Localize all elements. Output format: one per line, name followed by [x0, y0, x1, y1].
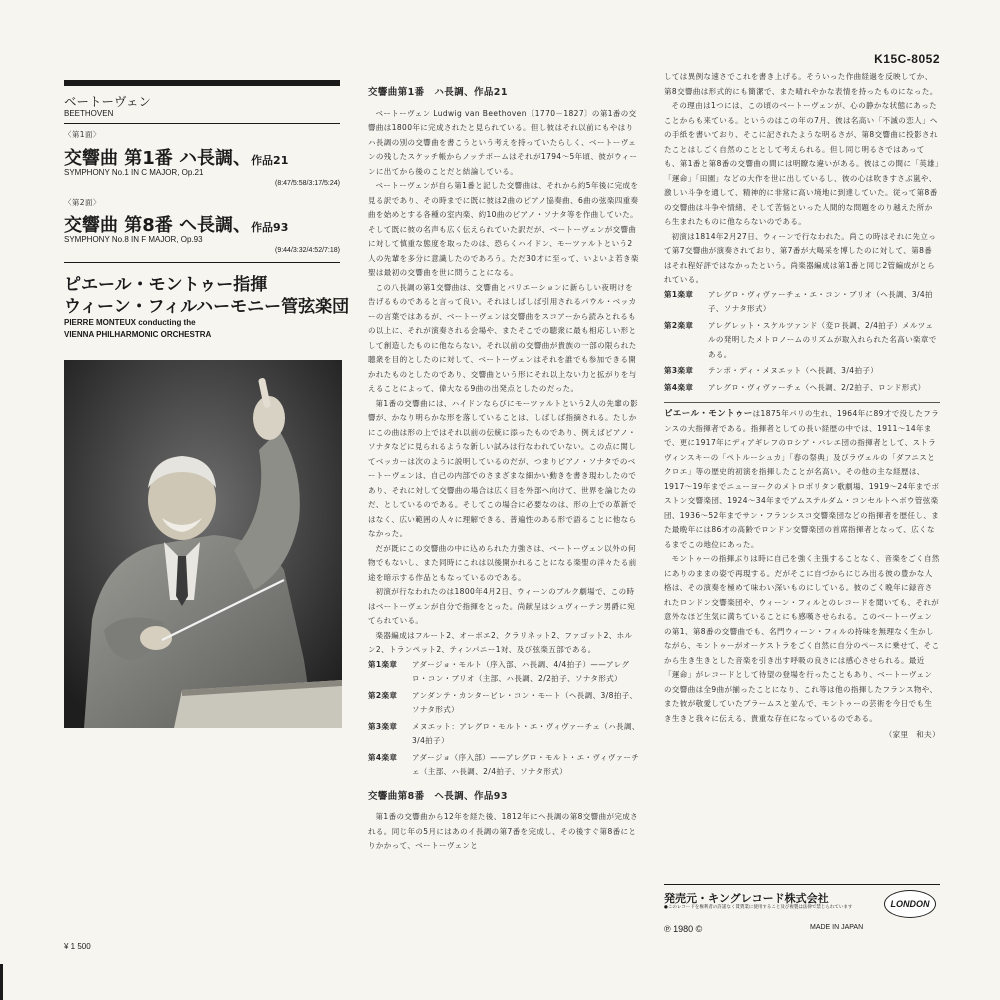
divider: [664, 884, 940, 885]
movement-label: 第1楽章: [368, 659, 398, 669]
monteux-bio-text: は1875年パリの生れ、1964年に89才で没したフランスの大指揮者である。指揮者としての長い経歴の中では、1911〜14年まで、更に1917年にディアギレフのロシア・バレエ団の指揮者として、ストラヴィンスキーの「ペトルーシュカ」「春の祭典」及びラヴェルの「ダフニスとクロエ」等の歴史的初演を指揮したことが名高い。その他の主な経歴は、1917〜19年までニューヨークのメトロポリタン歌劇場、1919〜24年までボストン交響楽団、1924〜34年までアムステルダム・コンセルトヘボウ管弦楽団、1936〜52年までサン・フランシスコ交響楽団などの指揮者を歴任し、また最晩年には86才の高齢でロンドン交響楽団の首席指揮者となって、広くなるまでこの地位にあった。: [664, 409, 940, 549]
work-title-en: SYMPHONY No.8 IN F MAJOR, Op.93: [64, 235, 203, 244]
monteux-name: ピエール・モントゥー: [664, 409, 753, 419]
divider: [664, 402, 940, 403]
composer-ja: ベートーヴェン: [64, 94, 152, 109]
work-title-text: 交響曲 第8番 ヘ長調、: [64, 215, 252, 236]
movement-text: アレグロ・ヴィヴァーチェ・エ・コン・ブリオ（ヘ長調、3/4拍子、ソナタ形式）: [708, 289, 933, 313]
conductor-photo: [64, 360, 342, 728]
work-title: [64, 144, 288, 170]
paragraph: この八長調の第1交響曲は、交響曲とバリエーションに新らしい夜明けを告げるものであると言って良い。それはしばしば引用されるパウル・ベッカーの言葉ではあるが、ベートーヴェンは交響曲をスコアーから読みとれるもの以上に、それが演奏される会場や、またそこでの聴衆に最も相応しい形として創造したものに他ならない。それ以前の交響曲が貴族の一部の限られた聴衆を目的としたのに対して、ベートーヴェンはそれを誰でも参加できる開かれたものとしたのであり、交響曲という形にそれ以上ない力と拡がりを与えることによって、偉大なる9曲の出発点としたのだった。: [368, 282, 637, 393]
catalog-number: K15C-8052: [874, 52, 940, 66]
copyright-notice: ●このレコードを権利者の許諾なく賃貸業に使用すること及び複製は法律で禁じられています: [664, 905, 853, 910]
divider: [64, 262, 340, 263]
side-label: 〈第1面〉: [64, 130, 101, 139]
monteux-bio: [664, 407, 940, 552]
movement-label: 第2楽章: [368, 690, 398, 700]
credit-en-2: VIENNA PHILHARMONIC ORCHESTRA: [64, 330, 212, 339]
work-title-en: SYMPHONY No.1 IN C MAJOR, Op.21: [64, 168, 204, 177]
movement-item: [664, 288, 940, 317]
work-opus: 作品93: [251, 221, 289, 234]
side-label: 〈第2面〉: [64, 198, 101, 207]
section-heading: 交響曲第1番 ハ長調、作品21: [368, 87, 508, 98]
paragraph: ベートーヴェンが自ら第1番と記した交響曲は、それから約5年後に完成を見る訳であり、その時までに既に彼は2曲のピアノ協奏曲、6曲の弦楽四重奏曲を始めとする各種の室内楽、約10曲のピアノ・ソナタ等を作曲していた。そして既に彼の名声も広く伝えられていた訳だが、ベートーヴェンが交響曲に対して慎重な態度を取ったのは、恐らくハイドン、モーツァルトという2人の先輩を多分に意識したのであろう。ただ30才に至って、いよいよ若き楽聖は最初の交響曲を世に問うことになる。: [368, 181, 639, 277]
conductor-ja: ピエール・モントゥー指揮: [64, 275, 268, 295]
work-opus: 作品21: [251, 154, 289, 167]
london-logo-text: LONDON: [890, 899, 930, 909]
movement-text: アレグロ・ヴィヴァーチェ（ヘ長調、2/2拍子、ロンド形式）: [708, 382, 926, 392]
movement-text: テンポ・ディ・メヌエット（ヘ長調、3/4拍子）: [708, 366, 879, 375]
paragraph: その理由は1つには、この頃のベートーヴェンが、心の静かな状態にあったことからも来ている。というのはこの年の7月、彼は名高い「不滅の恋人」への手紙を書いており、そこに記されたような明るさが、第8交響曲に投影されたことはしごく自然のこととして考えられる。但し同じ明るさではあっても、第1番と第8番の交響曲の間には明瞭な違いがある。彼はこの間に「英雄」「運命」「田園」などの大作を世に出しているし、彼の心は吹きすさぶ嵐や、激しい斗争を通して、精神的に非常に高い境地に到達していた。従って第8番の交響曲は斗争や情緒、そして苦悩といった人間的な問題をのり越えた所から生まれたものに他ならないのである。: [664, 101, 940, 226]
movement-text: アレグレット・スケルツァンド（変ロ長調、2/4拍子）メルツェルの発明したメトロノームのリズムが取入れられた名高い楽章である。: [708, 320, 937, 359]
corner-mark: [0, 964, 3, 1000]
movement-label: 第2楽章: [664, 320, 694, 330]
section-heading: 交響曲第8番 ヘ長調、作品93: [368, 790, 508, 802]
movement-label: 第4楽章: [664, 382, 694, 392]
movement-text: アダージョ・モルト（序入部、ハ長調、4/4拍子）——アレグロ・コン・ブリオ（主部、ハ長調、2/2拍子、ソナタ形式）: [412, 659, 630, 683]
paragraph: 初演が行なわれたのは1800年4月2日、ウィーンのブルク劇場で、この時はベートーヴェンが自分で指揮をとった。尚献呈はシュヴィーテン男爵に宛てられている。: [368, 587, 636, 625]
london-logo: [884, 890, 936, 918]
paragraph: 第1番の交響曲には、ハイドンならびにモーツァルトという2人の先輩の影響が、かなり明らかな形を落していることは、しばしば指摘される。たしかにこの曲は形の上ではそれ以前の伝統に添ったものであり、例えばピアノ・ソナタなどに見られるような新しい試みは行なわれていない。この点に関してベッカーは次のように説明しているのだが、つまりピアノ・ソナタでのベートーヴェンは、自己の内部でのさまざまな細かい動きを書き現わしたのであり、それに対して交響曲の場合は広く目を外部へ向けて、世界を論じたのだ、としているのである。そしてこの場合に必要なのは、形の上での革新ではなく、広い範囲の人々に理解できる、普遍性のある形で語ることに他ならなかった。: [368, 398, 638, 538]
paragraph: 初演は1814年2月27日、ウィーンで行なわれた。尚この時はそれに先立って第7交響曲が演奏されており、第7番が大喝采を博したのに対して、第8番はそれ程好評ではなかったという。尚楽器編成は第1番と同じ2管編成がとられている。: [664, 231, 937, 284]
movement-text: アンダンテ・カンタービレ・コン・モート（ヘ長調、3/8拍子、ソナタ形式）: [412, 690, 638, 714]
movement-item: [368, 720, 640, 749]
column-3: [664, 70, 940, 743]
work-timings: (8:47/5:58/3:17/5:24): [275, 180, 340, 187]
divider: [64, 80, 340, 86]
paragraph: モントゥーの指揮ぶりは時に自己を強く主張することなく、音楽をごく自然にありのままの姿で再現する。だがそこに自づからにじみ出る彼の豊かな人格は、その演奏を極めて味わい深いものにしている。彼のごく晩年に録音されたロンドン交響楽団や、ウィーン・フィルとのレコードを聞いても、それが意外なほど生気に満ちていることにも感嘆させられる。このベートーヴェンの第1、第8番の交響曲でも、名門ウィーン・フィルの持味を無理なく生かしながら、モントゥーがオーケストラをごく自然に自分のペースに乗せて、そこから生き生きとした音楽を引き出す呼吸の良さには感心させられる。最近「運命」がレコードとして待望の登場を行ったこともあり、ベートーヴェンの交響曲は全9曲が揃ったことになり、これ等は他の指揮したフランス物や、また彼が敬愛していたブラームスと並んで、モントゥーの芸術を今日でも生き生きと我々に伝える、貴重な存在になっているのである。: [664, 554, 940, 723]
movement-label: 第3楽章: [368, 721, 398, 731]
column-2: [368, 86, 640, 854]
work-title-text: 交響曲 第1番 ハ長調、: [64, 148, 252, 169]
orchestra-ja: ウィーン・フィルハーモニー管弦楽団: [64, 297, 350, 317]
author: （家里 和夫）: [884, 730, 940, 739]
paragraph: 楽器編成はフルート2、オーボエ2、クラリネット2、ファゴット2、ホルン2、トランペット2、ティンパニー1対、及び弦楽五部である。: [368, 630, 633, 654]
paragraph: しては異例な速さでこれを書き上げる。そういった作曲経過を反映してか、第8交響曲は形式的にも簡潔で、また晴れやかな表情を持ったものになった。: [664, 72, 938, 96]
movement-item: [664, 381, 940, 396]
paragraph: だが既にこの交響曲の中に込められた力強さは、ベートーヴェン以外の何物でもないし、また同時にこれは以後開かれることになる楽聖の洋々たる前途を暗示する作品ともなっているのである。: [368, 543, 637, 582]
credit-en-1: PIERRE MONTEUX conducting the: [64, 318, 196, 327]
made-in: MADE IN JAPAN: [810, 924, 864, 931]
movement-label: 第3楽章: [664, 366, 694, 375]
work-title: [64, 211, 288, 237]
copyright: ℗ 1980 ©: [664, 924, 703, 934]
movement-item: [664, 364, 940, 379]
movement-item: [664, 319, 940, 363]
divider: [64, 123, 340, 124]
movement-label: 第1楽章: [664, 289, 694, 299]
conductor-illustration: [64, 360, 342, 728]
movement-text: メヌエット：アレグロ・モルト・エ・ヴィヴァーチェ（ハ長調、3/4拍子）: [412, 721, 640, 745]
movement-item: [368, 689, 640, 718]
work-timings: (9:44/3:32/4:52/7:18): [275, 247, 340, 254]
movement-label: 第4楽章: [368, 752, 398, 762]
publisher: 発売元・キングレコード株式会社: [664, 892, 829, 905]
paragraph: ベートーヴェン Ludwig van Beethoven〔1770－1827〕の第1番の交響曲は1800年に完成されたと見られている。但し彼はそれ以前にもやはりハ長調の別の交響曲を書こうという考えを持っていたらしく、ベートーヴェンの残したスケッチ帳からノッテボームはそれが1794〜5年頃、彼がウィーンに出てから後のことだと結論している。: [368, 108, 638, 176]
composer-en: BEETHOVEN: [64, 109, 114, 118]
movement-item: [368, 658, 640, 687]
price: ¥ 1 500: [64, 942, 91, 951]
movement-text: アダージョ（序入部）——アレグロ・モルト・エ・ヴィヴァーチェ（主部、ハ長調、2/4拍子、ソナタ形式）: [412, 752, 640, 776]
paragraph: 第1番の交響曲から12年を経た後、1812年にヘ長調の第8交響曲が完成される。同じ年の5月にはあのイ長調の第7番を完成し、その後すぐ第8番にとりかかって、ベートーヴェンと: [368, 812, 639, 850]
movement-item: [368, 751, 640, 780]
